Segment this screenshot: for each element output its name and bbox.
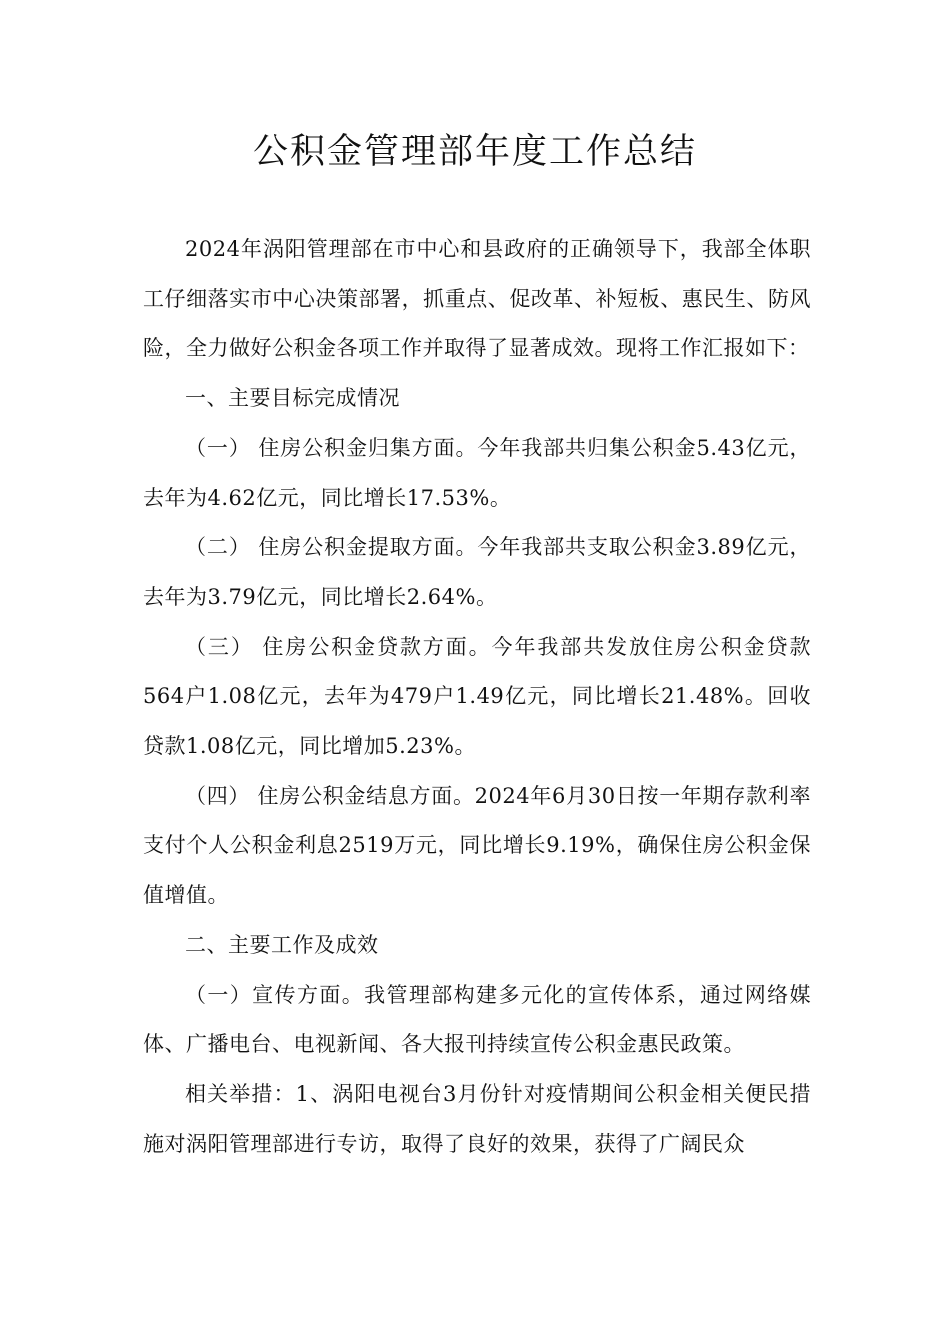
paragraph-interest: （四） 住房公积金结息方面。2024年6月30日按一年期存款利率支付个人公积金利息2519万元，同比增长9.19%，确保住房公积金保值增值。 [143, 783, 811, 908]
document-body [143, 225, 811, 1169]
paragraph-intro: 2024年涡阳管理部在市中心和县政府的正确领导下，我部全体职工仔细落实市中心决策部署，抓重点、促改革、补短板、惠民生、防风险，全力做好公积金各项工作并取得了显著成效。现将工作汇报如下： [143, 237, 811, 361]
heading-section-2: 二、主要工作及成效 [185, 932, 379, 957]
paragraph-measures: 相关举措：1、涡阳电视台3月份针对疫情期间公积金相关便民措施对涡阳管理部进行专访，取得了良好的效果，获得了广阔民众 [143, 1081, 811, 1156]
paragraph-loans: （三） 住房公积金贷款方面。今年我部共发放住房公积金贷款564户1.08亿元，去年为479户1.49亿元，同比增长21.48%。回收贷款1.08亿元，同比增加5.23%。 [143, 634, 811, 759]
paragraph-collection: （一） 住房公积金归集方面。今年我部共归集公积金5.43亿元，去年为4.62亿元，同比增长17.53%。 [143, 435, 811, 510]
paragraph-publicity: （一）宣传方面。我管理部构建多元化的宣传体系，通过网络媒体、广播电台、电视新闻、各大报刊持续宣传公积金惠民政策。 [143, 982, 811, 1057]
document-title: 公积金管理部年度工作总结 [252, 132, 697, 172]
heading-section-1: 一、主要目标完成情况 [185, 386, 400, 411]
paragraph-withdrawal: （二） 住房公积金提取方面。今年我部共支取公积金3.89亿元，去年为3.79亿元，同比增长2.64%。 [143, 535, 811, 609]
